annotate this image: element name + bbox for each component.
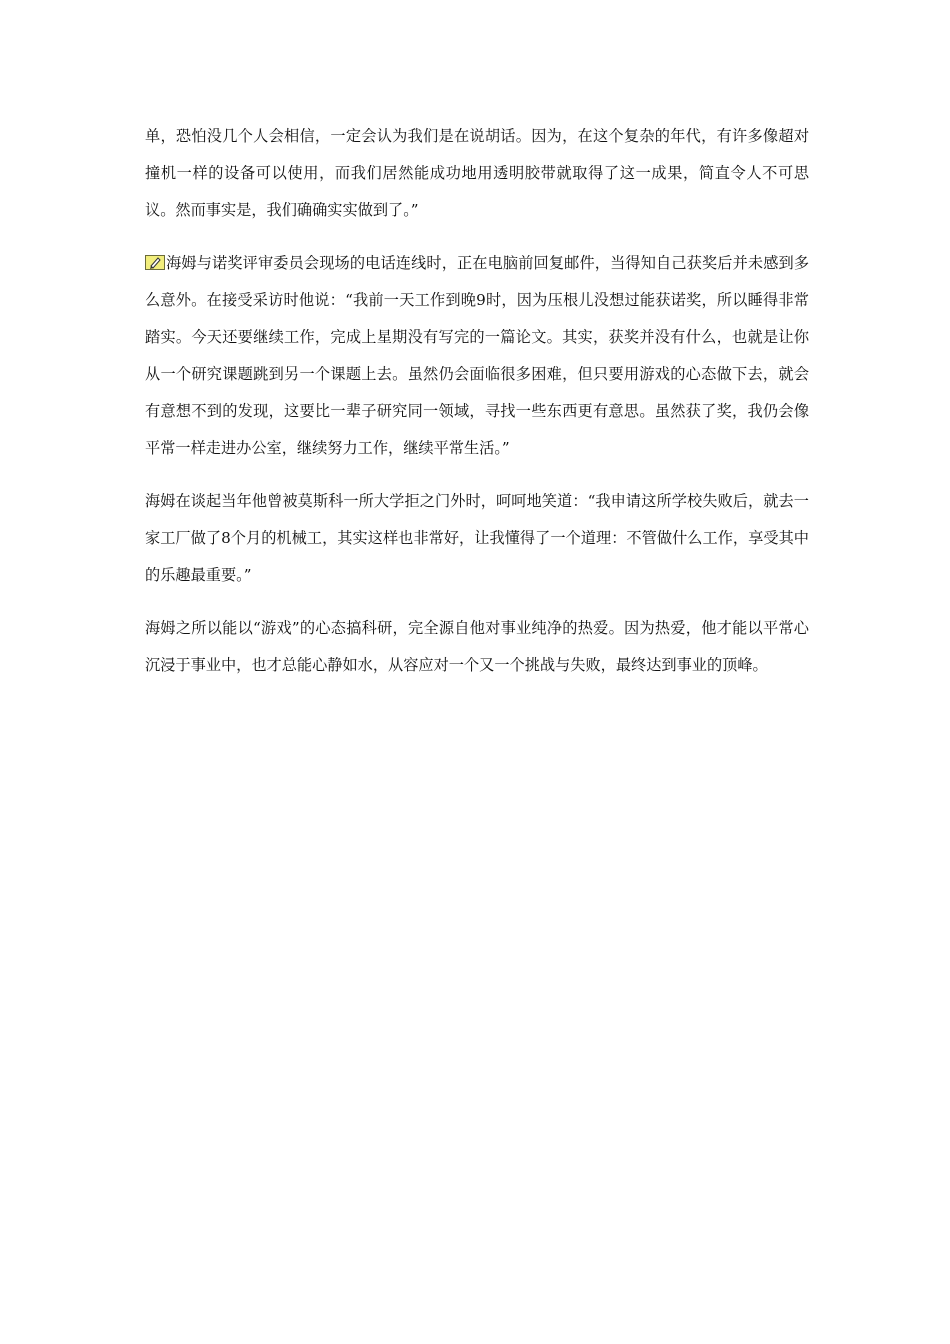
paragraph-2 [145, 245, 809, 467]
paragraph-3: 海姆在谈起当年他曾被莫斯科一所大学拒之门外时，呵呵地笑道：“我申请这所学校失败后，就去一家工厂做了8个月的机械工，其实这样也非常好，让我懂得了一个道理：不管做什么工作，享受其中的乐趣最重要。” [145, 492, 809, 584]
paragraph-1: 单，恐怕没几个人会相信，一定会认为我们是在说胡话。因为，在这个复杂的年代，有许多像超对撞机一样的设备可以使用，而我们居然能成功地用透明胶带就取得了这一成果，简直令人不可思议。然而事实是，我们确确实实做到了。” [145, 127, 809, 219]
paragraph-4: 海姆之所以能以“游戏”的心态搞科研，完全源自他对事业纯净的热爱。因为热爱，他才能以平常心沉浸于事业中，也才总能心静如水，从容应对一个又一个挑战与失败，最终达到事业的顶峰。 [145, 619, 809, 674]
paragraph-2-text: 海姆与诺奖评审委员会现场的电话连线时，正在电脑前回复邮件，当得知自己获奖后并未感到多么意外。在接受采访时他说：“我前一天工作到晚9时，因为压根儿没想过能获诺奖，所以睡得非常踏实。今天还要继续工作，完成上星期没有写完的一篇论文。其实，获奖并没有什么，也就是让你从一个研究课题跳到另一个课题上去。虽然仍会面临很多困难，但只要用游戏的心态做下去，就会有意想不到的发现，这要比一辈子研究同一领域，寻找一些东西更有意思。虽然获了奖，我仍会像平常一样走进办公室，继续努力工作，继续平常生活。” [145, 254, 809, 457]
document-body [145, 118, 809, 700]
note-pencil-icon [145, 247, 165, 262]
